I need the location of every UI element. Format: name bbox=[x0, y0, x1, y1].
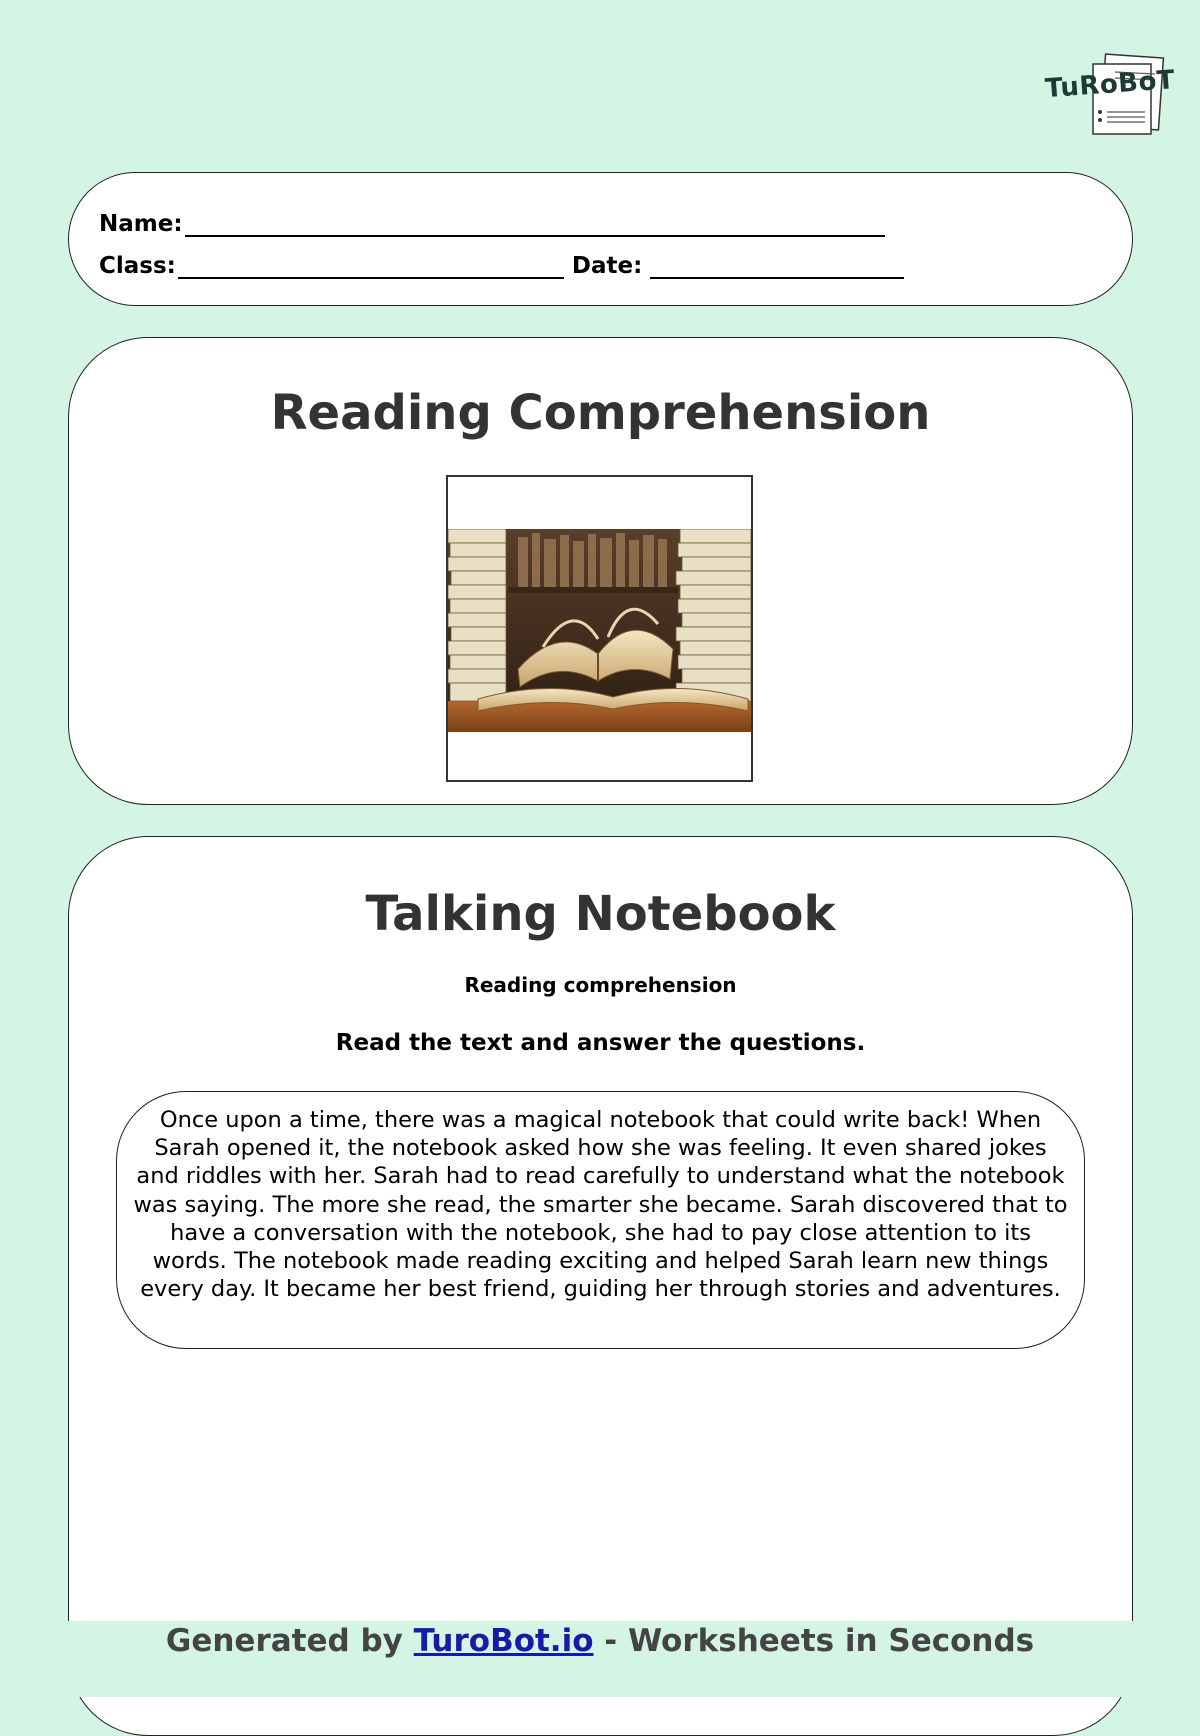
footer-prefix: Generated by bbox=[165, 1623, 414, 1659]
footer bbox=[0, 1621, 1200, 1697]
class-field[interactable] bbox=[178, 253, 564, 279]
name-field[interactable] bbox=[185, 211, 885, 237]
date-field[interactable] bbox=[650, 253, 904, 279]
instructions: Read the text and answer the questions. bbox=[335, 1030, 866, 1056]
class-label: Class: bbox=[99, 253, 176, 279]
open-books-photo-icon bbox=[446, 475, 753, 782]
class-date-field-row bbox=[99, 253, 904, 279]
story-card bbox=[68, 836, 1133, 1736]
date-label: Date: bbox=[571, 253, 643, 279]
footer-text bbox=[0, 1621, 1200, 1661]
student-info-card bbox=[68, 172, 1133, 306]
reading-passage: Once upon a time, there was a magical notebook that could write back! When Sarah opened it, the notebook asked how she was feeling. It even shared jokes and riddles with her. Sarah had to read carefully to understand what the notebook was saying. The more she read, the smarter she became. Sarah discovered that to have a conversation with the notebook, she had to pay close attention to its words. The notebook made reading exciting and helped Sarah learn new things every day. It became her best friend, guiding her through stories and adventures. bbox=[116, 1091, 1085, 1349]
turobot-link[interactable]: TuroBot.io bbox=[413, 1623, 594, 1659]
story-subtitle: Reading comprehension bbox=[464, 973, 737, 997]
turobot-logo bbox=[1044, 52, 1177, 136]
story-title: Talking Notebook bbox=[365, 886, 836, 942]
name-field-row bbox=[99, 211, 885, 237]
title-card bbox=[68, 337, 1133, 805]
logo-text: TuRoBoT bbox=[1044, 65, 1177, 105]
name-label: Name: bbox=[99, 211, 183, 237]
footer-suffix: - Worksheets in Seconds bbox=[593, 1623, 1035, 1659]
page-title: Reading Comprehension bbox=[270, 385, 931, 441]
